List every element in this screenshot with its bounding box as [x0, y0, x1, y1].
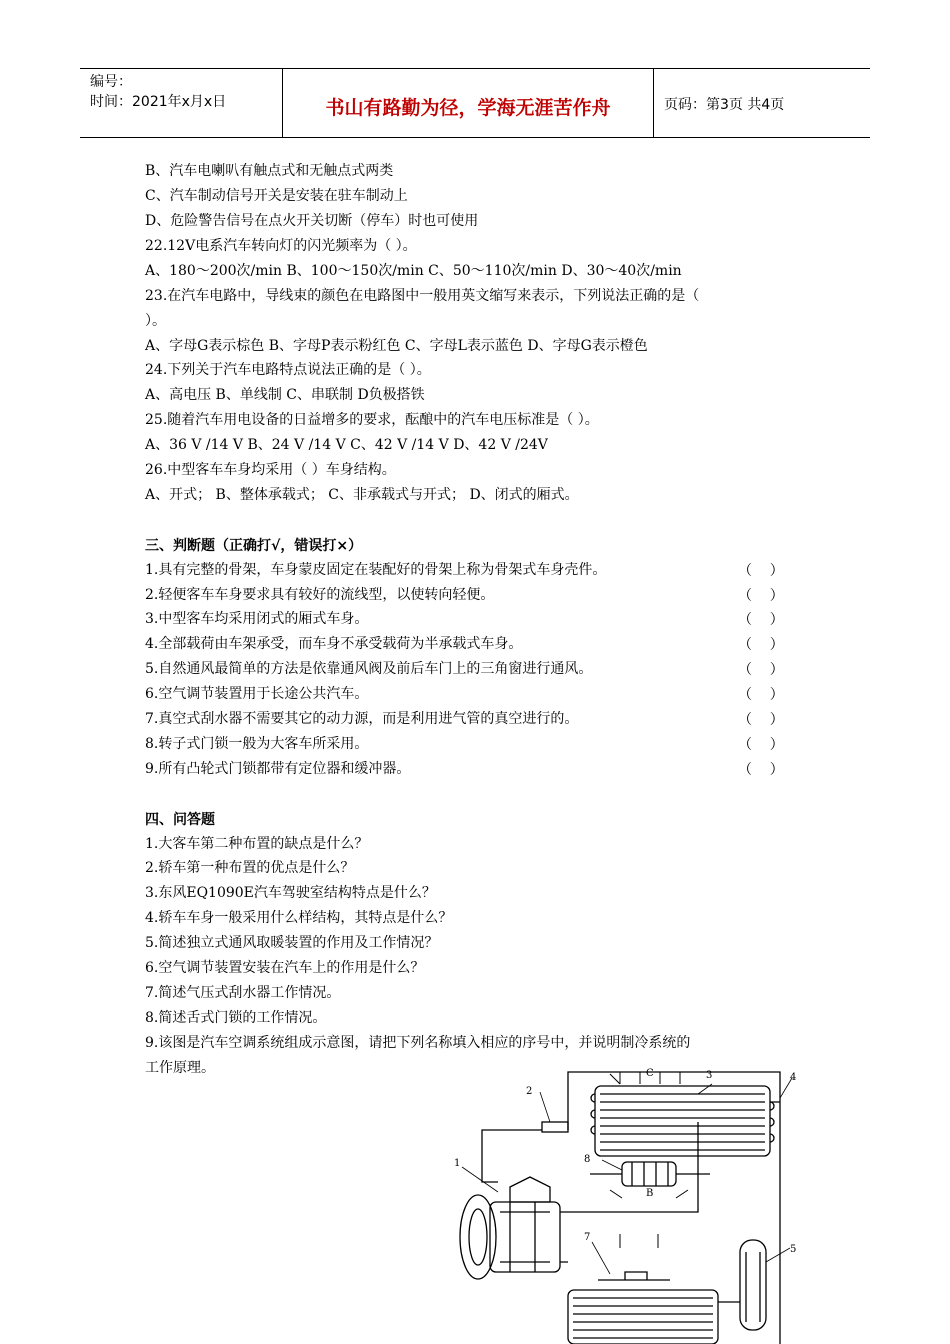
suction-line: [560, 1122, 698, 1212]
compressor: [460, 1177, 560, 1279]
judgement-item: 4.全部载荷由车架承受，而车身不承受载荷为半承载式车身。: [145, 636, 523, 652]
question-item: 1.大客车第二种布置的缺点是什么？: [145, 836, 369, 852]
judgement-item: 8.转子式门锁一般为大客车所采用。: [145, 736, 369, 752]
receiver-drier: [740, 1240, 766, 1330]
answer-paren: （ ）: [738, 737, 784, 753]
discharge-line: [482, 1130, 542, 1182]
page-header: [80, 68, 870, 138]
judgement-item: 7.真空式刮水器不需要其它的动力源，而是利用进气管的真空进行的。: [145, 711, 579, 727]
ac-system-diagram: [450, 1062, 810, 1344]
header-info-cell: [80, 69, 283, 137]
refrigerant-line-top: [568, 1072, 780, 1130]
judgement-item: 5.自然通风最简单的方法是依靠通风阀及前后车门上的三角窗进行通风。: [145, 661, 593, 677]
text-line: C、汽车制动信号开关是安装在驻车制动上: [145, 188, 408, 204]
judgement-item: 1.具有完整的骨架，车身蒙皮固定在装配好的骨架上称为骨架式车身壳件。: [145, 562, 607, 578]
text-line: 24.下列关于汽车电路特点说法正确的是（ ）。: [145, 362, 431, 378]
header-page-cell: [654, 69, 870, 137]
question-item: 工作原理。: [145, 1060, 215, 1076]
question-item: 3.东风EQ1090E汽车驾驶室结构特点是什么？: [145, 885, 436, 901]
answer-paren: （ ）: [738, 637, 784, 653]
answer-paren: （ ）: [738, 762, 784, 778]
question-item: 8.简述舌式门锁的工作情况。: [145, 1010, 327, 1026]
time-label: 时间：2021年x月x日: [90, 94, 227, 110]
text-line: A、36 V /14 V B、24 V /14 V C、42 V /14 V D、42 V /24V: [145, 437, 548, 453]
text-line: A、字母G表示棕色 B、字母P表示粉红色 C、字母L表示蓝色 D、字母G表示橙色: [145, 338, 648, 354]
text-line: A、高电压 B、单线制 C、串联制 D负极搭铁: [145, 387, 425, 403]
text-line: 25.随着汽车用电设备的日益增多的要求，酝酿中的汽车电压标准是（ ）。: [145, 412, 599, 428]
question-item: 2.轿车第一种布置的优点是什么？: [145, 860, 355, 876]
label-c: C: [646, 1068, 654, 1079]
evaporator-line: [560, 1262, 740, 1302]
label-b: B: [646, 1188, 654, 1199]
answer-paren: （ ）: [738, 712, 784, 728]
muffler: [542, 1122, 568, 1132]
label-2: 2: [526, 1086, 533, 1097]
question-item: 6.空气调节装置安装在汽车上的作用是什么？: [145, 960, 425, 976]
label-5: 5: [790, 1244, 797, 1255]
condenser-fan: [590, 1162, 710, 1186]
answer-paren: （ ）: [738, 687, 784, 703]
answer-paren: （ ）: [738, 612, 784, 628]
label-8: 8: [584, 1154, 591, 1165]
text-line: 23.在汽车电路中，导线束的颜色在电路图中一般用英文缩写来表示，下列说法正确的是（: [145, 288, 700, 304]
blower: [598, 1272, 670, 1280]
evaporator-coil: [568, 1290, 718, 1344]
answer-paren: （ ）: [738, 588, 784, 604]
section-title-judgement: 三、判断题（正确打√，错误打×）: [145, 538, 363, 554]
question-item: 7.简述气压式刮水器工作情况。: [145, 985, 341, 1001]
refrigerant-line-right: [770, 1102, 780, 1344]
text-line: A、开式； B、整体承载式； C、非承载式与开式； D、闭式的厢式。: [145, 487, 579, 503]
judgement-item: 2.轻便客车车身要求具有较好的流线型，以使转向轻便。: [145, 587, 495, 603]
label-4: 4: [790, 1072, 797, 1083]
question-item: 9.该图是汽车空调系统组成示意图，请把下列名称填入相应的序号中，并说明制冷系统的: [145, 1035, 691, 1051]
judgement-item: 9.所有凸轮式门锁都带有定位器和缓冲器。: [145, 761, 411, 777]
question-item: 4.轿车车身一般采用什么样结构，其特点是什么？: [145, 910, 453, 926]
label-3: 3: [706, 1070, 713, 1081]
label-1: 1: [454, 1158, 461, 1169]
question-item: 5.简述独立式通风取暖装置的作用及工作情况？: [145, 935, 439, 951]
condenser-coil: [591, 1086, 774, 1156]
text-line: D、危险警告信号在点火开关切断（停车）时也可使用: [145, 213, 479, 229]
text-line: ）。: [145, 313, 166, 329]
header-motto-cell: [283, 69, 654, 137]
number-label: 编号：: [90, 74, 132, 90]
judgement-item: 6.空气调节装置用于长途公共汽车。: [145, 686, 369, 702]
answer-paren: （ ）: [738, 662, 784, 678]
judgement-item: 3.中型客车均采用闭式的厢式车身。: [145, 611, 369, 627]
text-line: A、180～200次/min B、100～150次/min C、50～110次/min D、30～40次/min: [145, 263, 682, 279]
page-number: 页码：第3页 共4页: [664, 97, 785, 113]
label-7: 7: [584, 1232, 591, 1243]
motto: 书山有路勤为径，学海无涯苦作舟: [325, 97, 611, 119]
section-title-questions: 四、问答题: [145, 812, 215, 828]
text-line: B、汽车电喇叭有触点式和无触点式两类: [145, 163, 394, 179]
text-line: 26.中型客车车身均采用（ ）车身结构。: [145, 462, 396, 478]
answer-paren: （ ）: [738, 563, 784, 579]
text-line: 22.12V电系汽车转向灯的闪光频率为（ ）。: [145, 238, 417, 254]
